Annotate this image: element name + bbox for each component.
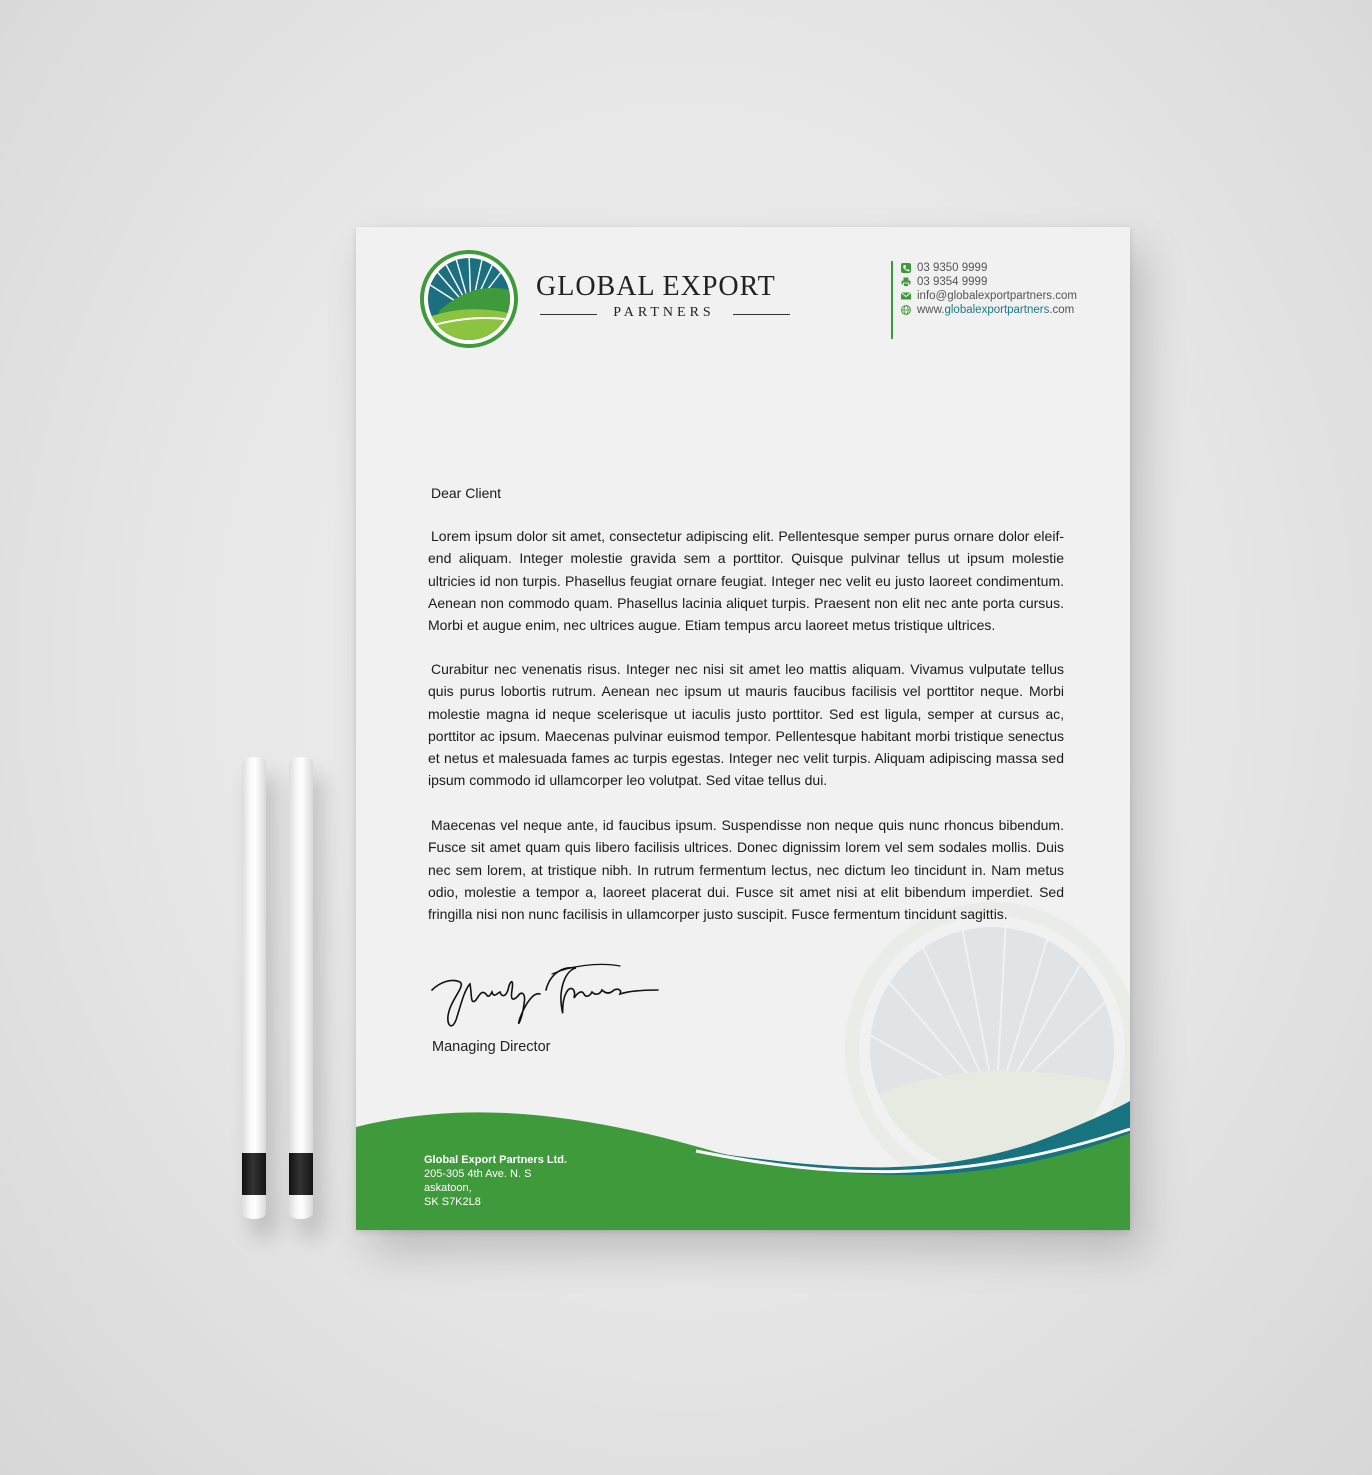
mail-icon [901, 291, 911, 301]
company-logo-icon [419, 249, 519, 349]
fax-text[interactable]: 03 9354 9999 [917, 276, 988, 288]
contact-fax [901, 275, 1077, 289]
website-suffix: .com [1049, 304, 1075, 316]
website-domain: globalexportpartners [944, 304, 1050, 316]
pen-left-tip [242, 1153, 266, 1195]
letter-paragraph-2: Curabitur nec venenatis risus. Integer nec nisi sit amet leo mattis aliquam. Vivamus vulputate tellus quis purus lobortis rutrum. Aenean nec ipsum ut mauris faucibus facilisis vel porttitor neque. Morbi molestie magna id neque scelerisque ut iaculis justo porttitor. Sed est ligula, semper at cursus ac, porttitor ac ipsum. Maecenas pulvinar euismod tempor. Pellentesque habitant morbi tristique senectus et netus et malesuada fames ac turpis egestas. Integer nec velit turpis. Aliquam adipiscing massa sed ipsum commodo id ullamcorper leo volutpat. Sed vitae tellus dui. [428, 661, 1064, 789]
subtitle-rule-right [733, 314, 790, 315]
globe-icon [901, 305, 911, 315]
brand-subtitle [538, 305, 790, 323]
footer-company-name: Global Export Partners Ltd. [424, 1154, 568, 1166]
fax-icon [901, 277, 911, 287]
letter-paragraph-3: Maecenas vel neque ante, id faucibus ipsum. Suspendisse non neque quis nunc rhoncus bibendum. Fusce sit amet quam quis libero facilisis ultrices. Donec dignissim lorem vel sem sodales mollis. Duis nec sem lorem, at tristique nibh. In rutrum fermentum lectus, nec dictum leo tincidunt in. Nam metus odio, molestie a tempor a, laoreet placerat dui. Fusce sit amet nisi at elit bibendum imperdiet. Sed fringilla nisi non nunc facilisis in ullamcorper justo suscipit. Fusce fermentum tincidunt sagittis. [428, 817, 1064, 923]
email-link[interactable]: info@globalexportpartners.com [917, 290, 1077, 302]
letter-greeting: Dear Client [431, 485, 502, 501]
brand-subtitle-text: PARTNERS [613, 305, 715, 320]
handwritten-signature [430, 960, 662, 1032]
phone-text[interactable]: 03 9350 9999 [917, 262, 988, 274]
footer-address-line-3: SK S7K2L8 [424, 1196, 481, 1208]
contact-email [901, 289, 1077, 303]
website-link[interactable] [917, 304, 1074, 316]
signer-title: Managing Director [432, 1039, 551, 1055]
phone-icon [901, 263, 911, 273]
contact-block [891, 261, 1077, 339]
website-prefix: www. [917, 304, 945, 316]
letterhead-paper [356, 227, 1130, 1230]
letter-paragraph-1: Lorem ipsum dolor sit amet, consectetur adipiscing elit. Pellentesque semper purus ornare dolor eleifend aliquam. Integer molestie gravida sem a porttitor. Quisque pulvinar tellus ut ipsum molestie ultricies id non turpis. Phasellus feugiat ornare feugiat. Integer nec velit eu justo laoreet condimentum. Aenean non commodo quam. Phasellus lacinia aliquet turpis. Praesent non elit nec ante porta cursus. Morbi et augue enim, nec ultrices augue. Etiam tempus arcu laoreet metus tristique ultrices. [428, 528, 1064, 634]
contact-website [901, 303, 1077, 317]
footer-address-block [424, 1153, 567, 1209]
pen-right-tip [289, 1153, 313, 1195]
footer-address-line-1: 205-305 4th Ave. N. S [424, 1168, 532, 1180]
brand-name: GLOBAL EXPORT [536, 271, 776, 302]
pen-right [289, 757, 313, 1219]
pen-left [242, 757, 266, 1219]
footer-address-line-2: askatoon, [424, 1182, 472, 1194]
contact-phone [901, 261, 1077, 275]
